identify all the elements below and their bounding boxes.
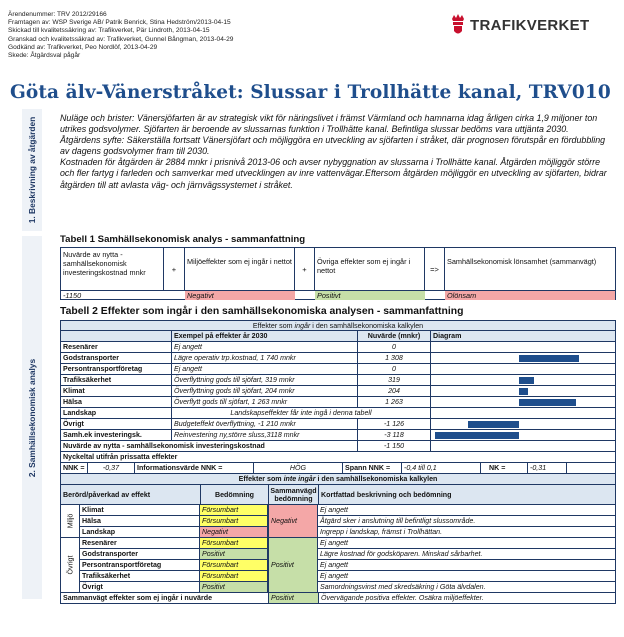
excluded-total-description: Övervägande positiva effekter. Osäkra miljöeffekter. xyxy=(321,594,484,602)
meta-line: Godkänd av: Trafikverket, Peo Nordlöf, 2013-04-29 xyxy=(8,43,158,51)
effect-name: Övrigt xyxy=(61,419,172,429)
effect-bar xyxy=(435,432,519,439)
table1-header: Samhällsekonomisk lönsamhet (sammanvägt) xyxy=(447,257,597,266)
excluded-row xyxy=(80,505,616,516)
effect-diagram-cell xyxy=(431,430,615,440)
page-title: Göta älv-Vänerstråket: Slussar i Trollhätte kanal, TRV010 xyxy=(10,82,611,103)
effect-npv: -3 118 xyxy=(358,430,431,440)
table1-value-result: Olönsam xyxy=(445,290,615,300)
section-label-text: 1. Beskrivning av åtgärden xyxy=(27,116,37,224)
excluded-assessment: Försumbart xyxy=(200,538,268,548)
effect-example: Budgeteffekt överflyttning, -1 210 mnkr xyxy=(172,419,358,429)
effect-example: Överflyttning gods till sjöfart, 204 mnkr xyxy=(172,386,358,396)
table1-value: -1150 xyxy=(61,290,185,300)
group-label-text: Miljö xyxy=(66,513,74,529)
table1-header: Övriga effekter som ej ingår i nettot xyxy=(315,248,425,290)
table1 xyxy=(60,247,616,300)
info-value: HÖG xyxy=(253,463,343,473)
table2-header-diagram: Diagram xyxy=(433,332,462,340)
plus-operator: + xyxy=(164,248,185,290)
excluded-assessment: Positivt xyxy=(200,582,268,592)
excluded-caption-row xyxy=(60,474,616,485)
meta-line: Framtagen av: WSP Sverige AB/ Patrik Benrick, Stina Hedström/2013-04-15 xyxy=(8,19,231,27)
effect-npv: 204 xyxy=(358,386,431,396)
table-row xyxy=(60,342,616,353)
excluded-row xyxy=(80,516,616,527)
excluded-description: Ej angett xyxy=(320,561,349,569)
excluded-assessment: Försumbart xyxy=(200,571,268,581)
excl-pre: Effekter som xyxy=(238,475,284,483)
section-label-description xyxy=(22,109,42,231)
excluded-description: Ej angett xyxy=(320,539,349,547)
nk-label: NK = xyxy=(489,464,506,472)
excluded-assessment: Försumbart xyxy=(200,505,268,515)
effect-name: Persontransportföretag xyxy=(61,364,172,374)
excluded-name: Hälsa xyxy=(80,516,200,526)
spann-label: Spann NNK = xyxy=(345,464,391,472)
description-paragraph: Åtgärdens syfte: Säkerställa fortsatt Vänersjöfart och möjliggöra en utveckling av sjöfarten i stråket, där prognosen förutspår en fördubbling av dagens godsvolymer fram till 2030. xyxy=(60,135,606,157)
excluded-header-row xyxy=(60,485,616,505)
excluded-name: Övrigt xyxy=(80,582,200,592)
description-paragraph: Kostnaden för åtgärden är 2884 mnkr i prisnivå 2013-06 och avser nybyggnation av slussarna i Trollhätte kanal. Åtgärden möjliggör större och fler fartyg i farleden och samverkar med utvecklingen av inre vattenvägar.Eftersom åtgärden möjliggör en utveckling av sjöfarten, bidrar åtgärden till att avlasta väg- och järnvägssystemet i stråket. xyxy=(60,157,607,190)
group-summary: Negativt xyxy=(268,505,318,538)
section-label-analysis xyxy=(22,236,42,599)
nnk-label: NNK = xyxy=(63,464,85,472)
excluded-description: Ej angett xyxy=(320,506,349,514)
effect-example: Ej angett xyxy=(172,342,358,352)
effect-name: Klimat xyxy=(61,386,172,396)
nyckeltal-heading-row xyxy=(60,452,616,463)
table2-title: Tabell 2 Effekter som ingår i den samhällsekonomiska analysen - sammanfattning xyxy=(60,306,464,317)
table2-header-blank xyxy=(61,331,172,341)
effect-npv: 1 308 xyxy=(358,353,431,363)
excluded-header: Berörd/påverkad av effekt xyxy=(61,485,201,504)
group-label xyxy=(60,505,80,538)
table-row xyxy=(60,375,616,386)
table1-spacer xyxy=(295,290,315,300)
excluded-description: Samordningsvinst med skredsäkring i Göta älvdalen. xyxy=(320,583,486,591)
table2-header-example: Exempel på effekter år 2030 xyxy=(172,331,358,341)
effect-diagram-cell xyxy=(431,408,615,418)
excluded-row xyxy=(80,538,616,549)
table-row xyxy=(60,408,616,419)
trafikverket-logo xyxy=(450,13,618,39)
excluded-row xyxy=(80,549,616,560)
excluded-caption xyxy=(61,474,615,484)
excluded-total-assessment: Positivt xyxy=(269,593,319,603)
excluded-name: Klimat xyxy=(80,505,200,515)
table2-header-row xyxy=(60,331,616,342)
effect-name: Landskap xyxy=(61,408,172,418)
excluded-header: Sammanvägd bedömning xyxy=(269,485,319,504)
effect-example: Lägre operativ trp.kostnad, 1 740 mnkr xyxy=(172,353,358,363)
effect-name: Godstransporter xyxy=(61,353,172,363)
excluded-total-label: Sammanvägt effekter som ej ingår i nuvärde xyxy=(61,593,269,603)
group-label-text: Övrigt xyxy=(66,555,75,575)
spann-value: -0,4 till 0,1 xyxy=(401,463,481,473)
table-row-total xyxy=(60,441,616,452)
excluded-assessment: Försumbart xyxy=(200,560,268,570)
arrow-operator: => xyxy=(425,248,445,290)
effect-example: Reinvestering ny,större sluss,3118 mnkr xyxy=(172,430,358,440)
table-row xyxy=(60,419,616,430)
effect-diagram-cell xyxy=(431,419,615,429)
effect-example: Överflytt gods till sjöfart, 1 263 mnkr xyxy=(172,397,358,407)
table1-value-environment: Negativt xyxy=(185,290,295,300)
table2-caption-row xyxy=(60,320,616,331)
crown-icon xyxy=(450,13,466,37)
effect-npv: 0 xyxy=(358,342,431,352)
effect-example: Överflyttning gods till sjöfart, 319 mnkr xyxy=(172,375,358,385)
excluded-name: Resenärer xyxy=(80,538,200,548)
group-summary: Positivt xyxy=(268,538,318,593)
table1-header: Miljöeffekter som ej ingår i nettot xyxy=(185,248,295,290)
effect-name: Resenärer xyxy=(61,342,172,352)
total-value: -1 150 xyxy=(358,441,431,451)
effect-bar xyxy=(519,377,534,384)
effect-name: Samh.ek investeringsk. xyxy=(61,430,172,440)
excluded-total-row xyxy=(60,593,616,604)
table-row xyxy=(60,397,616,408)
effect-npv: 0 xyxy=(358,364,431,374)
effect-npv: 319 xyxy=(358,375,431,385)
excluded-name: Landskap xyxy=(80,527,200,537)
meta-line: Skickad till kvalitetssäkring av: Trafikverket, Pär Lindroth, 2013-04-15 xyxy=(8,27,210,35)
excluded-row xyxy=(80,571,616,582)
effect-name: Trafiksäkerhet xyxy=(61,375,172,385)
excluded-assessment: Negativt xyxy=(200,527,268,537)
info-label: Informationsvärde NNK = xyxy=(137,464,223,472)
nk-value: -0,31 xyxy=(527,463,567,473)
nyckeltal-row xyxy=(60,463,616,474)
excluded-assessment: Positivt xyxy=(200,549,268,559)
effect-diagram-cell xyxy=(431,441,615,451)
meta-line: Ärendenummer: TRV 2012/29166 xyxy=(8,11,107,18)
meta-line: Skede: Åtgärdsval pågår xyxy=(8,52,81,60)
nyckeltal-heading: Nyckeltal utifrån prissatta effekter xyxy=(63,453,178,461)
excluded-description: Åtgärd sker i anslutning till befintligt slussområde. xyxy=(320,517,476,525)
effect-diagram-cell xyxy=(431,342,615,352)
total-label: Nuvärde av nytta - samhällsekonomisk investeringskostnad xyxy=(61,441,358,451)
effect-diagram-cell xyxy=(431,386,615,396)
excluded-header: Kortfattad beskrivning och bedömning xyxy=(321,491,452,499)
effect-bar xyxy=(519,355,579,362)
excluded-name: Persontransportföretag xyxy=(80,560,200,570)
description-text xyxy=(60,113,612,191)
excluded-description: Lägre kostnad för godsköparen. Minskad sårbarhet. xyxy=(320,550,483,558)
effect-npv: 1 263 xyxy=(358,397,431,407)
excluded-row xyxy=(80,560,616,571)
effect-diagram-cell xyxy=(431,397,615,407)
excl-em: inte ingår xyxy=(283,475,316,483)
table1-title: Tabell 1 Samhällsekonomisk analys - sammanfattning xyxy=(60,234,306,245)
logo-text: TRAFIKVERKET xyxy=(470,17,590,34)
meta-line: Granskad och kvalitetssäkrad av: Trafikverket, Gunnel Bångman, 2013-04-29 xyxy=(8,35,234,43)
table1-value-other: Positivt xyxy=(315,290,425,300)
table-row xyxy=(60,386,616,397)
excluded-row xyxy=(80,582,616,593)
effect-name: Hälsa xyxy=(61,397,172,407)
table2-caption xyxy=(61,321,615,330)
landskap-note: Landskapseffekter får inte ingå i denna tabell xyxy=(172,408,431,418)
group-label xyxy=(60,538,80,593)
effect-bar xyxy=(519,399,576,406)
caption-post: i den samhällsekonomiska kalkylen xyxy=(310,322,424,330)
excl-post: i den samhällsekonomiska kalkylen xyxy=(315,475,438,483)
section-label-text: 2. Samhällsekonomisk analys xyxy=(27,358,37,477)
table1-header: Nuvärde av nytta - samhällsekonomisk investeringskostnad mnkr xyxy=(61,248,164,290)
table1-spacer xyxy=(425,290,445,300)
excluded-name: Godstransporter xyxy=(80,549,200,559)
nnk-value: -0,37 xyxy=(87,463,135,473)
effect-bar xyxy=(468,421,519,428)
effect-diagram-cell xyxy=(431,364,615,374)
caption-pre: Effekter som xyxy=(252,322,295,330)
plus-operator: + xyxy=(295,248,315,290)
effect-example: Ej angett xyxy=(172,364,358,374)
document-metadata xyxy=(8,11,233,60)
effect-diagram-cell xyxy=(431,375,615,385)
excluded-header: Bedömning xyxy=(201,485,269,504)
table-row xyxy=(60,364,616,375)
excluded-row xyxy=(80,527,616,538)
table-row xyxy=(60,430,616,441)
description-paragraph: Nuläge och brister: Vänersjöfarten är av strategisk vikt för näringslivet i främst Värmland och hamnarna idag årligen cirka 1,9 miljoner ton utrikes godsvolymer. Sjöfarten är beroende av slussarnas funktion i Trollhätte kanal. Befintliga slussar bedöms vara uttjänta 2030. xyxy=(60,113,598,135)
effect-bar xyxy=(519,388,528,395)
excluded-name: Trafiksäkerhet xyxy=(80,571,200,581)
effect-diagram-cell xyxy=(431,353,615,363)
excluded-assessment: Försumbart xyxy=(200,516,268,526)
table-row xyxy=(60,353,616,364)
caption-em: ingår xyxy=(294,322,311,330)
effect-npv: -1 126 xyxy=(358,419,431,429)
excluded-description: Ej angett xyxy=(320,572,349,580)
excluded-description: Ingrepp i landskap, främst i Trollhättan. xyxy=(320,528,443,536)
table2-header-npv: Nuvärde (mnkr) xyxy=(358,331,431,341)
